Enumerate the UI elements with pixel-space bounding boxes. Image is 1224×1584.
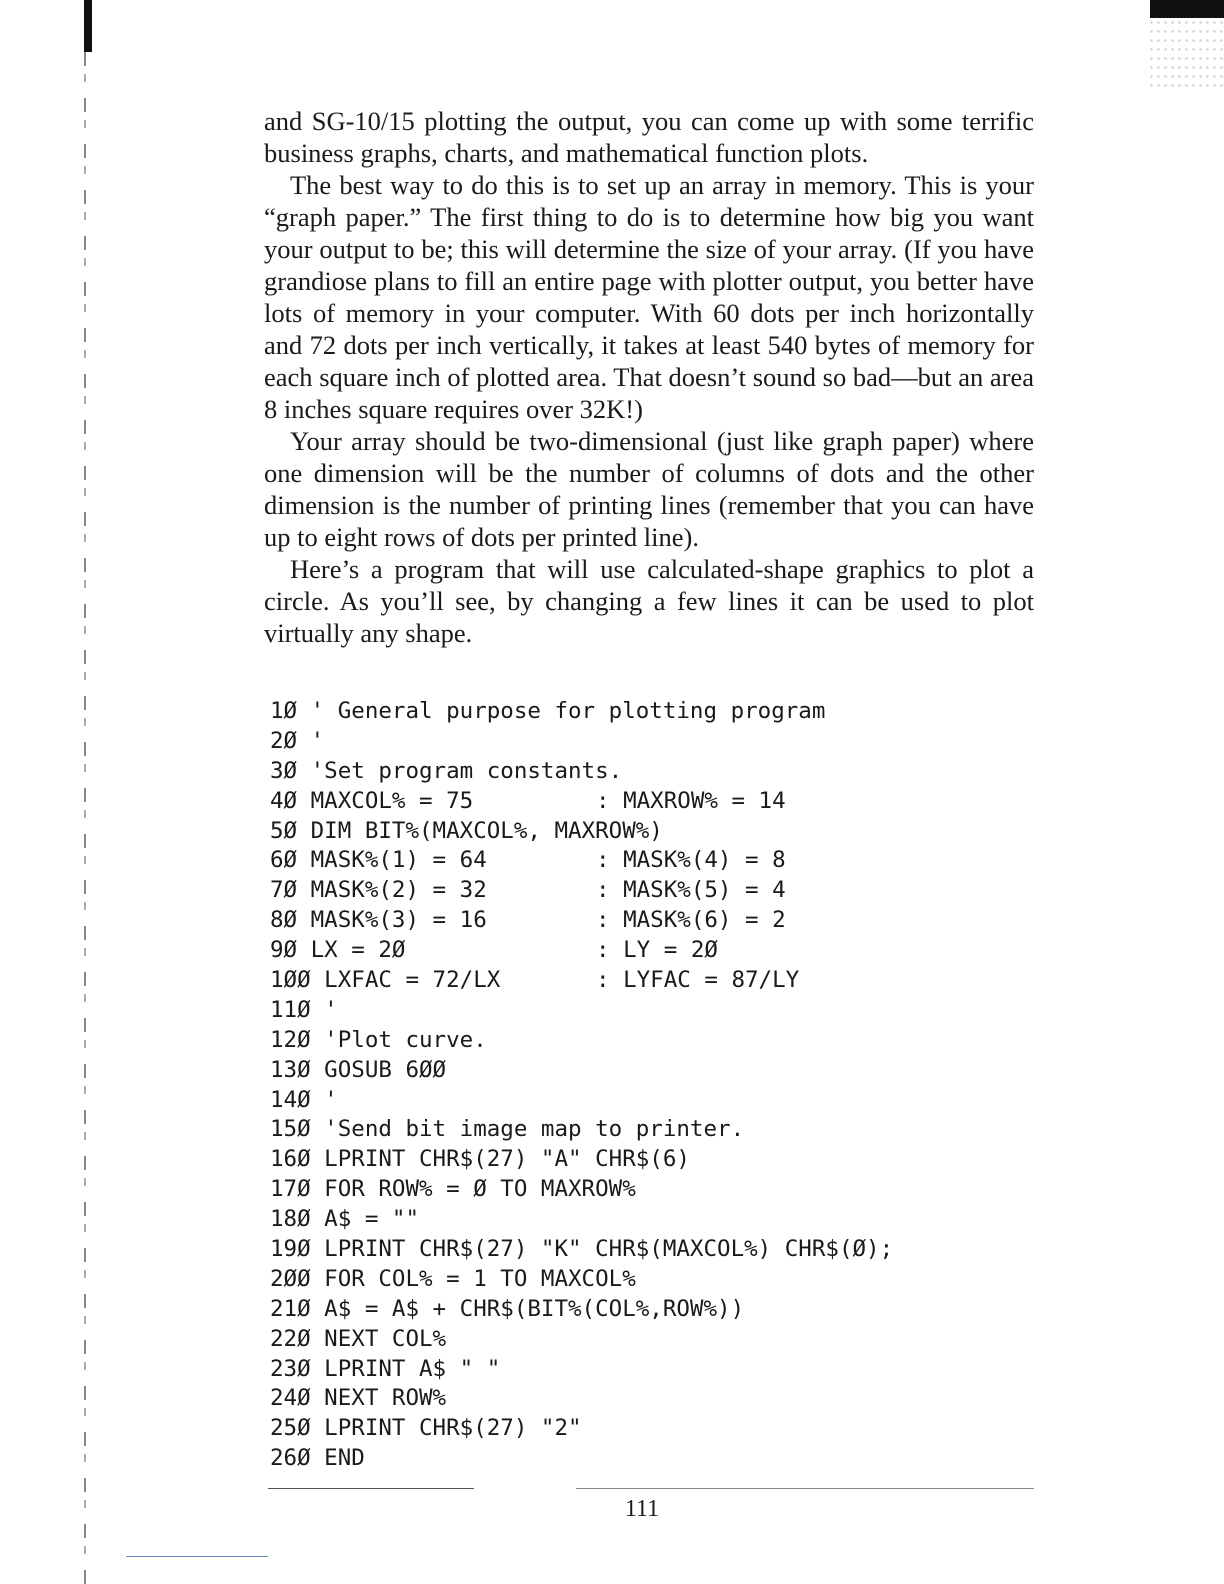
code-line (270, 966, 1010, 996)
code-statement: 1Ø ' General purpose for plotting program (270, 698, 826, 724)
code-statement: 23Ø LPRINT A$ " " (270, 1355, 501, 1382)
code-statement-continued: : LYFAC = 87/LY (596, 967, 800, 994)
code-line (270, 697, 1010, 727)
code-statement: 11Ø ' (270, 996, 338, 1023)
code-line (270, 787, 1010, 817)
code-statement: 7Ø MASK%(2) = 32 (270, 877, 487, 904)
code-line (270, 817, 1010, 847)
paragraph: Here’s a program that will use calculated-shape graphics to plot a circle. As you’ll see, by changing a few lines it can be used to plot virtually any shape. (264, 554, 1034, 648)
code-line (270, 1265, 1010, 1295)
code-line (270, 1295, 1010, 1325)
code-line (270, 936, 1010, 966)
code-statement: 15Ø 'Send bit image map to printer. (270, 1116, 745, 1143)
code-statement: 8Ø MASK%(3) = 16 (270, 907, 487, 934)
scan-speckle (1148, 18, 1224, 88)
code-line (270, 846, 1010, 876)
code-statement: 21Ø A$ = A$ + CHR$(BIT%(COL%,ROW%)) (270, 1295, 745, 1322)
code-line (270, 1056, 1010, 1086)
code-line (270, 1444, 1010, 1474)
code-statement-continued: : MASK%(5) = 4 (596, 877, 786, 904)
code-statement: 19Ø LPRINT CHR$(27) "K" CHR$(MAXCOL%) CHR$(Ø); (270, 1236, 894, 1263)
code-line (270, 1026, 1010, 1056)
paragraph: Your array should be two-dimensional (just like graph paper) where one dimension will be the number of columns of dots and the other dimension is the number of printing lines (remember that you can have up to eight rows of dots per printed line). (264, 426, 1034, 552)
code-statement: 18Ø A$ = "" (270, 1206, 420, 1233)
code-statement: 26Ø END (270, 1445, 365, 1472)
paragraph: and SG-10/15 plotting the output, you can come up with some terrific business graphs, charts, and mathematical function plots. (264, 106, 1034, 168)
code-statement-continued: : MASK%(4) = 8 (596, 847, 786, 874)
scan-binding-edge (84, 52, 86, 1584)
code-statement: 9Ø LX = 2Ø (270, 937, 406, 964)
code-line (270, 876, 1010, 906)
code-line (270, 906, 1010, 936)
code-line (270, 1145, 1010, 1175)
code-statement: 5Ø DIM BIT%(MAXCOL%, MAXROW%) (270, 817, 663, 844)
page-number: 111 (624, 1496, 660, 1522)
code-statement: 13Ø GOSUB 6ØØ (270, 1056, 447, 1083)
code-statement: 6Ø MASK%(1) = 64 (270, 847, 487, 874)
code-statement: 17Ø FOR ROW% = Ø TO MAXROW% (270, 1176, 636, 1203)
code-line (270, 1086, 1010, 1116)
code-statement-continued: : MAXROW% = 14 (596, 787, 786, 814)
code-statement: 2Ø ' (270, 727, 325, 754)
code-statement: 1ØØ LXFAC = 72/LX (270, 967, 501, 994)
footer-rule (268, 1488, 474, 1489)
code-line (270, 1325, 1010, 1355)
code-statement-continued: : LY = 2Ø (596, 937, 718, 964)
scan-corner-mark (1150, 0, 1224, 18)
code-line (270, 1175, 1010, 1205)
code-line (270, 1384, 1010, 1414)
code-line (270, 996, 1010, 1026)
code-line (270, 727, 1010, 757)
code-line (270, 1414, 1010, 1444)
scan-bottom-line (126, 1556, 268, 1557)
code-statement: 22Ø NEXT COL% (270, 1325, 447, 1352)
basic-program-listing (270, 697, 1010, 1474)
code-statement: 16Ø LPRINT CHR$(27) "A" CHR$(6) (270, 1146, 690, 1173)
code-line (270, 1115, 1010, 1145)
code-statement: 2ØØ FOR COL% = 1 TO MAXCOL% (270, 1265, 636, 1292)
code-line (270, 1235, 1010, 1265)
code-statement: 3Ø 'Set program constants. (270, 757, 623, 784)
code-line (270, 1355, 1010, 1385)
code-statement: 12Ø 'Plot curve. (270, 1026, 487, 1053)
paragraph: The best way to do this is to set up an array in memory. This is your “graph paper.” The first thing to do is to determine how big you want your output to be; this will determine the size of your array. (If you have grandiose plans to fill an entire page with plotter output, you better have lots of memory in your computer. With 60 dots per inch horizontally and 72 dots per inch vertically, it takes at least 540 bytes of memory for each square inch of plotted area. That doesn’t sound so bad—but an area 8 inches square requires over 32K!) (264, 170, 1034, 424)
footer-rule (576, 1488, 1034, 1489)
code-statement: 24Ø NEXT ROW% (270, 1385, 447, 1412)
code-statement: 25Ø LPRINT CHR$(27) "2" (270, 1415, 582, 1442)
code-statement: 14Ø ' (270, 1086, 338, 1113)
code-statement: 4Ø MAXCOL% = 75 (270, 787, 474, 814)
scan-artifact-bar (84, 0, 92, 52)
body-text (264, 105, 1034, 649)
code-line (270, 1205, 1010, 1235)
code-statement-continued: : MASK%(6) = 2 (596, 907, 786, 934)
code-line (270, 757, 1010, 787)
